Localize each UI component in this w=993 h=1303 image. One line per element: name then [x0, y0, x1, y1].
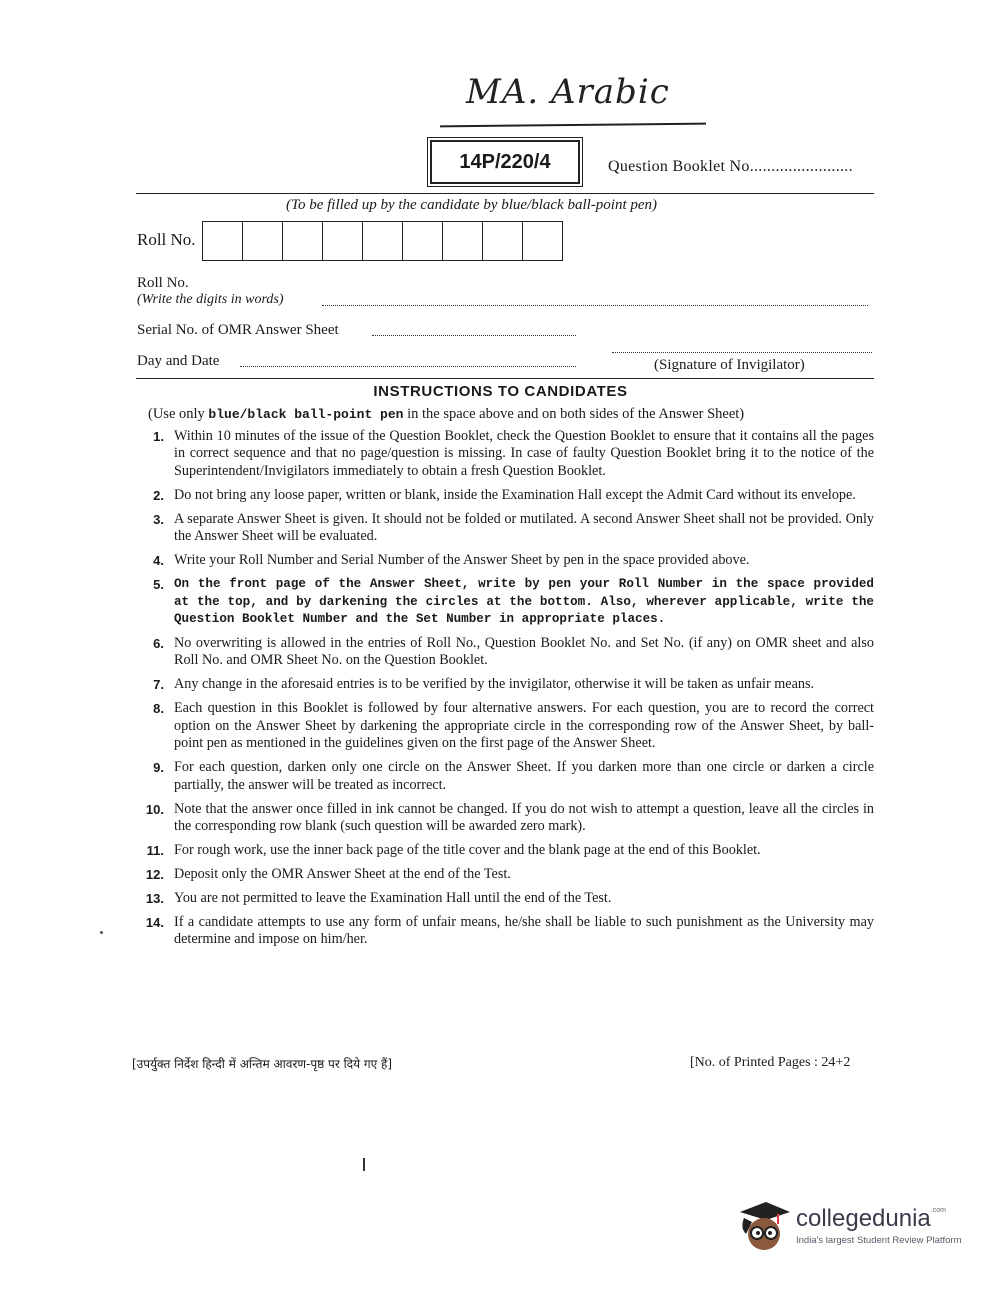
fill-note: (To be filled up by the candidate by blue/black ball-point pen) — [286, 197, 658, 213]
graduate-mascot-icon — [736, 1198, 792, 1254]
serial-no-label: Serial No. of OMR Answer Sheet — [137, 322, 339, 338]
instruction-text: You are not permitted to leave the Examination Hall until the end of the Test. — [174, 890, 612, 907]
instruction-text: Deposit only the OMR Answer Sheet at the end of the Test. — [174, 866, 511, 883]
day-date-label: Day and Date — [137, 353, 220, 369]
instruction-text: Within 10 minutes of the issue of the Question Booklet, check the Question Booklet to ensure that it contains all the pages in correct sequence and that no page/question is missing. In case of faulty Question Booklet bring it to the notice of the Superintendent/Invigilators immediately to obtain a fresh Question Booklet. — [174, 428, 874, 479]
instruction-item — [138, 511, 874, 546]
instruction-number: 5. — [153, 577, 164, 593]
roll-words-dotted-line[interactable] — [322, 305, 868, 306]
instruction-number: 11. — [146, 843, 164, 859]
instruction-number: 3. — [153, 511, 164, 527]
instruction-number: 9. — [153, 760, 164, 776]
roll-words-hint: (Write the digits in words) — [137, 292, 284, 307]
question-booklet-number-label: Question Booklet No........................ — [608, 158, 853, 175]
sub-suffix: in the space above and on both sides of the Answer Sheet) — [407, 406, 745, 422]
form-bottom-divider — [136, 378, 874, 379]
instructions-list — [138, 428, 874, 955]
instruction-text: Note that the answer once filled in ink cannot be changed. If you do not wish to attempt a question, leave all the circles in the corresponding row blank (such question will be awarded zero mark). — [174, 800, 874, 835]
instruction-number: 12. — [145, 867, 164, 883]
instruction-item — [138, 914, 874, 949]
instruction-item — [138, 801, 874, 836]
instruction-number: 4. — [153, 553, 164, 569]
instruction-number: 10. — [145, 801, 164, 817]
instruction-item — [138, 866, 874, 883]
instruction-text: Do not bring any loose paper, written or blank, inside the Examination Hall except the Admit Card without its envelope. — [174, 486, 856, 503]
logo-tagline: India's largest Student Review Platform — [796, 1234, 962, 1246]
roll-no-boxes — [202, 221, 563, 261]
instruction-item — [138, 890, 874, 907]
instruction-number: 13. — [145, 891, 164, 907]
instruction-text: For rough work, use the inner back page of the title cover and the blank page at the end of this Booklet. — [174, 842, 761, 859]
instruction-text: Any change in the aforesaid entries is to be verified by the invigilator, otherwise it will be taken as unfair means. — [174, 676, 815, 693]
roll-no-label: Roll No. — [137, 230, 196, 249]
instruction-text: Write your Roll Number and Serial Number of the Answer Sheet by pen in the space provided above. — [174, 552, 750, 569]
handwritten-underline — [440, 123, 706, 128]
instruction-number: 7. — [153, 677, 164, 693]
booklet-code-box — [430, 140, 580, 184]
instruction-item — [138, 635, 874, 670]
roll-no-digit-box[interactable] — [443, 222, 483, 260]
sub-prefix: (Use only — [148, 406, 205, 422]
booklet-code: 14P/220/4 — [459, 150, 551, 173]
scan-mark — [363, 1158, 365, 1171]
roll-no-digit-box[interactable] — [403, 222, 443, 260]
instruction-text: A separate Answer Sheet is given. It should not be folded or mutilated. A second Answer Sheet shall not be provided. Only the Answer Sheet will be evaluated. — [174, 510, 874, 545]
instruction-item — [138, 676, 874, 693]
instruction-text: No overwriting is allowed in the entries of Roll No., Question Booklet No. and Set No. (if any) on OMR sheet and also Roll No. and OMR Sheet No. on the Question Booklet. — [174, 635, 874, 669]
sub-bold: blue/black ball-point pen — [208, 407, 404, 422]
instructions-heading: INSTRUCTIONS TO CANDIDATES — [373, 383, 628, 400]
instruction-number: 1. — [153, 429, 164, 444]
instruction-text: Each question in this Booklet is followed by four alternative answers. For each question, you are to record the correct option on the Answer Sheet by darkening the appropriate circle in the corresponding row of the Answer Sheet, by ball-point pen as mentioned in the guidelines given on the first page of the Answer Sheet. — [174, 700, 874, 752]
roll-no-digit-box[interactable] — [203, 222, 243, 260]
instruction-item — [138, 487, 874, 504]
roll-no-digit-box[interactable] — [283, 222, 323, 260]
instruction-number: 14. — [145, 915, 164, 931]
handwritten-title: MA. Arabic — [466, 72, 670, 112]
instruction-text: For each question, darken only one circle on the Answer Sheet. If you darken more than one circle or darken a circle partially, the answer will be treated as incorrect. — [174, 759, 874, 793]
instruction-item — [138, 759, 874, 794]
instruction-text: If a candidate attempts to use any form of unfair means, he/she shall be liable to such punishment as the University may determine and impose on him/her. — [174, 914, 874, 948]
instruction-number: 2. — [153, 487, 164, 503]
roll-no-digit-box[interactable] — [483, 222, 523, 260]
instruction-item — [138, 576, 874, 628]
instruction-text: On the front page of the Answer Sheet, write by pen your Roll Number in the space provided at the top, and by darkening the circles at the bottom. Also, wherever applicable, write the Question Booklet Number and the Set Number in appropriate places. — [174, 577, 874, 627]
roll-words-label: Roll No. — [137, 275, 189, 291]
roll-no-digit-box[interactable] — [523, 222, 562, 260]
logo-wordmark: collegedunia — [796, 1204, 931, 1232]
instruction-item — [138, 700, 874, 752]
instruction-item — [138, 552, 874, 569]
collegedunia-logo[interactable] — [736, 1198, 962, 1254]
day-date-dotted-line[interactable] — [240, 366, 576, 367]
signature-label: (Signature of Invigilator) — [654, 357, 805, 373]
instruction-item — [138, 842, 874, 859]
instruction-number: 8. — [153, 701, 164, 717]
mortarboard-cap — [740, 1202, 790, 1220]
instruction-number: 6. — [153, 636, 164, 652]
hindi-note: [उपर्युक्त निर्देश हिन्दी में अन्तिम आवरण-पृष्ठ पर दिये गए हैं] — [132, 1057, 393, 1071]
roll-no-digit-box[interactable] — [363, 222, 403, 260]
top-divider — [136, 193, 874, 194]
logo-com: .com — [930, 1206, 946, 1214]
roll-no-digit-box[interactable] — [323, 222, 363, 260]
signature-dotted-line[interactable] — [612, 352, 872, 353]
logo-text-block — [796, 1204, 962, 1246]
eye-left — [756, 1231, 760, 1235]
serial-no-dotted-line[interactable] — [372, 335, 576, 336]
printed-pages: [No. of Printed Pages : 24+2 — [690, 1055, 851, 1070]
scan-speck — [100, 931, 103, 934]
instructions-subheading — [148, 406, 744, 423]
eye-right — [768, 1231, 772, 1235]
roll-no-digit-box[interactable] — [243, 222, 283, 260]
instruction-item — [138, 428, 874, 480]
